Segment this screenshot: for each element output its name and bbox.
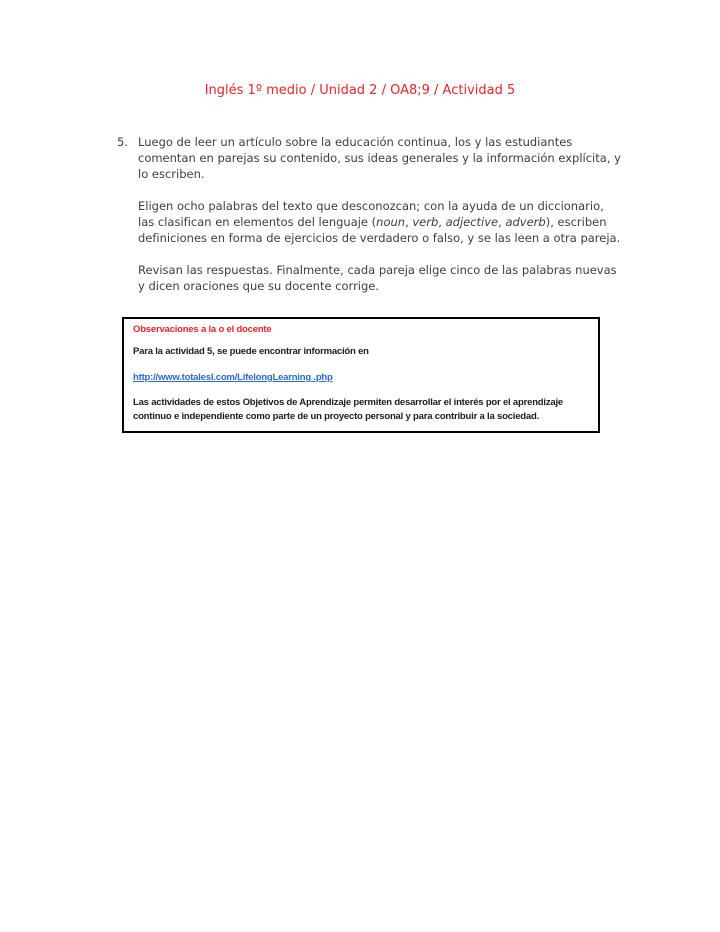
text-run: verb [412,215,439,229]
note-link-line [133,372,589,384]
page-title: Inglés 1º medio / Unidad 2 / OA8;9 / Actividad 5 [204,83,516,98]
text-run: adjective [445,215,499,229]
activity-paragraph-2 [138,198,622,246]
text-run: , [405,215,413,229]
text-run: adverb [505,215,546,229]
text-run: , [438,215,446,229]
text-run: ), escriben definiciones en forma de ejercicios de verdadero o falso, y se las leen a otra pareja. [138,215,621,245]
activity-paragraph-1: Luego de leer un artículo sobre la educación continua, los y las estudiantes comentan en parejas su contenido, sus ideas generales y la información explícita, y lo escriben. [138,135,621,181]
text-run: noun [376,215,406,229]
activity-paragraph-3: Revisan las respuestas. Finalmente, cada pareja elige cinco de las palabras nuevas y dicen oraciones que su docente corrige. [138,263,617,293]
activity-number: 5. [117,135,128,149]
resource-link[interactable]: http://www.totalesl.com/LifelongLearning .php [133,372,333,383]
note-intro: Para la actividad 5, se puede encontrar información en [133,346,369,357]
text-run: , [498,215,506,229]
teacher-note-box [122,317,600,433]
text-run: Eligen ocho palabras del texto que desconozcan; con la ayuda de un diccionario, las clasifican en elementos del lenguaje ( [138,199,604,229]
activity-paragraphs [138,134,622,310]
note-body: Las actividades de estos Objetivos de Aprendizaje permiten desarrollar el interés por el aprendizaje continuo e independiente como parte de un proyecto personal y para contribuir a la sociedad. [133,397,564,422]
note-heading: Observaciones a la o el docente [133,324,272,335]
activity-item [117,134,622,310]
document-content [117,134,622,433]
